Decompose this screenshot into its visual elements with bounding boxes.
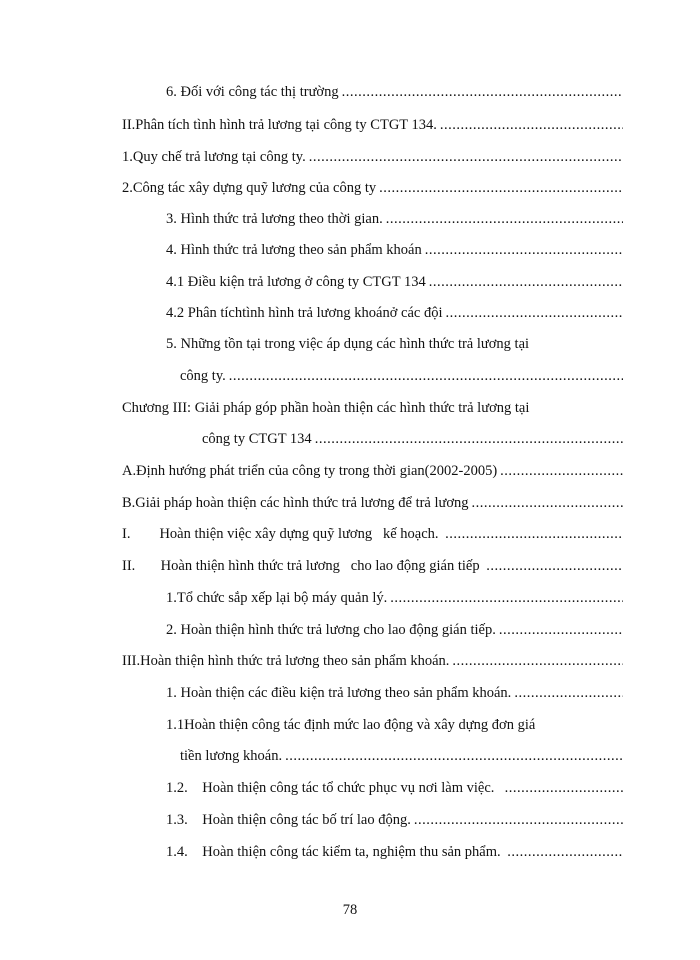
dot-leader bbox=[425, 238, 623, 262]
toc-entry bbox=[166, 332, 623, 356]
toc-entry-text: 1.Quy chế trả lương tại công ty. bbox=[122, 149, 306, 165]
dot-leader bbox=[309, 145, 623, 169]
dot-leader bbox=[386, 207, 623, 231]
toc-entry bbox=[122, 491, 623, 515]
toc-entry-text: 1.Tổ chức sắp xếp lại bộ máy quản lý. bbox=[166, 590, 388, 606]
toc-entry-text: I. Hoàn thiện việc xây dựng quỹ lương kế hoạch. bbox=[122, 526, 443, 542]
dot-leader bbox=[500, 459, 623, 483]
toc-entry bbox=[122, 396, 623, 420]
dot-leader bbox=[440, 113, 623, 137]
dot-leader bbox=[315, 427, 623, 451]
dot-leader bbox=[507, 840, 623, 864]
toc-entry-text: 2. Hoàn thiện hình thức trả lương cho lao động gián tiếp. bbox=[166, 622, 496, 638]
toc-entry bbox=[122, 554, 623, 578]
toc-entry-text: 1.1Hoàn thiện công tác định mức lao động và xây dựng đơn giá bbox=[166, 717, 536, 733]
toc-entry-text: 5. Những tồn tại trong việc áp dụng các hình thức trả lương tại bbox=[166, 336, 530, 352]
page-number: 78 bbox=[342, 902, 358, 918]
toc-entry-text: 1.2. Hoàn thiện công tác tổ chức phục vụ nơi làm việc. bbox=[166, 780, 502, 796]
toc-entry-text: 4.2 Phân tíchtình hình trả lương khoánở các đội bbox=[166, 305, 443, 321]
toc-entry bbox=[166, 681, 623, 705]
toc-entry-text: III.Hoàn thiện hình thức trả lương theo sản phẩm khoán. bbox=[122, 653, 450, 669]
dot-leader bbox=[285, 744, 623, 768]
dot-leader bbox=[342, 80, 623, 104]
toc-entry bbox=[166, 840, 623, 864]
dot-leader bbox=[472, 491, 623, 515]
toc-entry bbox=[166, 808, 623, 832]
toc-entry bbox=[166, 238, 623, 262]
toc-entry bbox=[166, 301, 623, 325]
toc-entry-text: 4. Hình thức trả lương theo sản phẩm khoán bbox=[166, 242, 422, 258]
toc-entry bbox=[122, 649, 623, 673]
dot-leader bbox=[379, 176, 623, 200]
dot-leader bbox=[499, 618, 623, 642]
toc-entry-text: tiền lương khoán. bbox=[180, 748, 283, 764]
toc-entry bbox=[202, 427, 623, 451]
toc-entry bbox=[166, 207, 623, 231]
toc-entry-text: II.Phân tích tình hình trả lương tại công ty CTGT 134. bbox=[122, 117, 437, 133]
dot-leader bbox=[505, 776, 623, 800]
toc-entry bbox=[122, 176, 623, 200]
toc-entry-text: công ty. bbox=[180, 368, 226, 384]
dot-leader bbox=[445, 522, 623, 546]
dot-leader bbox=[414, 808, 623, 832]
toc-entry-text: 1.4. Hoàn thiện công tác kiểm ta, nghiệm thu sản phẩm. bbox=[166, 844, 505, 860]
dot-leader bbox=[486, 554, 623, 578]
toc-entry bbox=[166, 80, 623, 104]
toc-entry bbox=[180, 364, 623, 388]
toc-entry-text: II. Hoàn thiện hình thức trả lương cho lao động gián tiếp bbox=[122, 558, 484, 574]
dot-leader bbox=[429, 270, 623, 294]
dot-leader bbox=[446, 301, 624, 325]
toc-entry bbox=[180, 744, 623, 768]
toc-entry-text: Chương III: Giải pháp góp phần hoàn thiện các hình thức trả lương tại bbox=[122, 400, 530, 416]
toc-entry-text: 1.3. Hoàn thiện công tác bố trí lao động. bbox=[166, 812, 411, 828]
toc-entry-text: A.Định hướng phát triển của công ty trong thời gian(2002-2005) bbox=[122, 463, 498, 479]
toc-entry-text: 3. Hình thức trả lương theo thời gian. bbox=[166, 211, 383, 227]
toc-entry bbox=[122, 522, 623, 546]
toc-entry bbox=[166, 618, 623, 642]
dot-leader bbox=[514, 681, 623, 705]
dot-leader bbox=[229, 364, 623, 388]
toc-entry-text: B.Giải pháp hoàn thiện các hình thức trả lương để trả lương bbox=[122, 495, 469, 511]
toc-entry bbox=[166, 586, 623, 610]
toc-entry bbox=[122, 145, 623, 169]
toc-entry bbox=[166, 713, 623, 737]
dot-leader bbox=[390, 586, 623, 610]
toc-entry-text: 6. Đối với công tác thị trường bbox=[166, 84, 339, 100]
toc-entry-text: công ty CTGT 134 bbox=[202, 431, 312, 447]
toc-entry-text: 4.1 Điều kiện trả lương ở công ty CTGT 134 bbox=[166, 274, 426, 290]
toc-entry-text: 1. Hoàn thiện các điều kiện trả lương theo sản phẩm khoán. bbox=[166, 685, 512, 701]
dot-leader bbox=[452, 649, 623, 673]
toc-entry bbox=[166, 776, 623, 800]
toc-entry bbox=[122, 459, 623, 483]
toc-entry bbox=[166, 270, 623, 294]
toc-entry-text: 2.Công tác xây dựng quỹ lương của công ty bbox=[122, 180, 377, 196]
toc-entry bbox=[122, 113, 623, 137]
